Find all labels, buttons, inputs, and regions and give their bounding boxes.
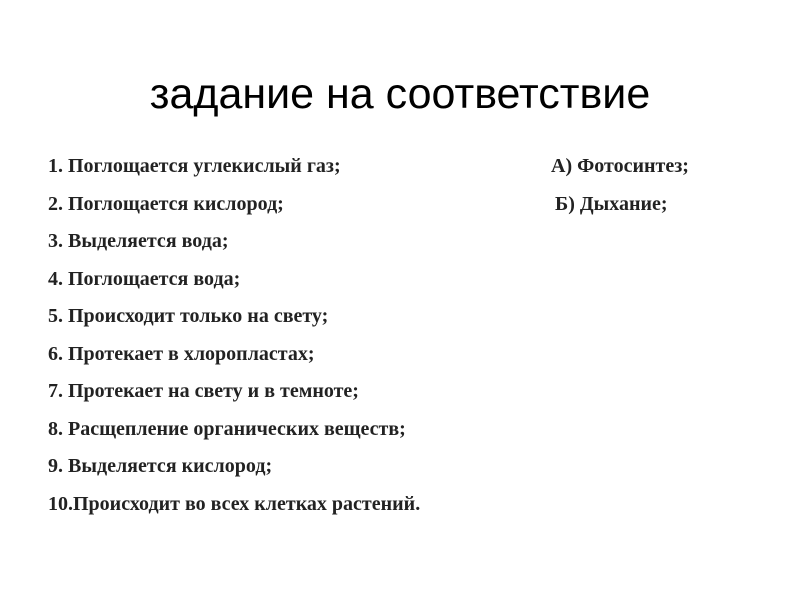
answer-respiration: Б) Дыхание;	[555, 192, 668, 215]
slide-title: задание на соответствие	[149, 70, 651, 118]
statement-item: 9. Выделяется кислород;	[48, 455, 273, 477]
answer-photosynthesis: А) Фотосинтез;	[551, 155, 689, 177]
statement-item: 10.Происходит во всех клетках растений.	[48, 492, 421, 515]
statement-item: 4. Поглощается вода;	[48, 267, 241, 290]
statement-item: 1. Поглощается углекислый газ;	[48, 155, 341, 177]
answer-list	[0, 148, 800, 228]
statement-item: 3. Выделяется вода;	[48, 230, 229, 252]
statement-item: 6. Протекает в хлоропластах;	[48, 342, 315, 365]
statement-item: 8. Расщепление органических веществ;	[48, 417, 406, 440]
statement-item: 7. Протекает на свету и в темноте;	[48, 380, 359, 402]
statement-item: 2. Поглощается кислород;	[48, 192, 284, 215]
statement-item: 5. Происходит только на свету;	[48, 305, 329, 327]
